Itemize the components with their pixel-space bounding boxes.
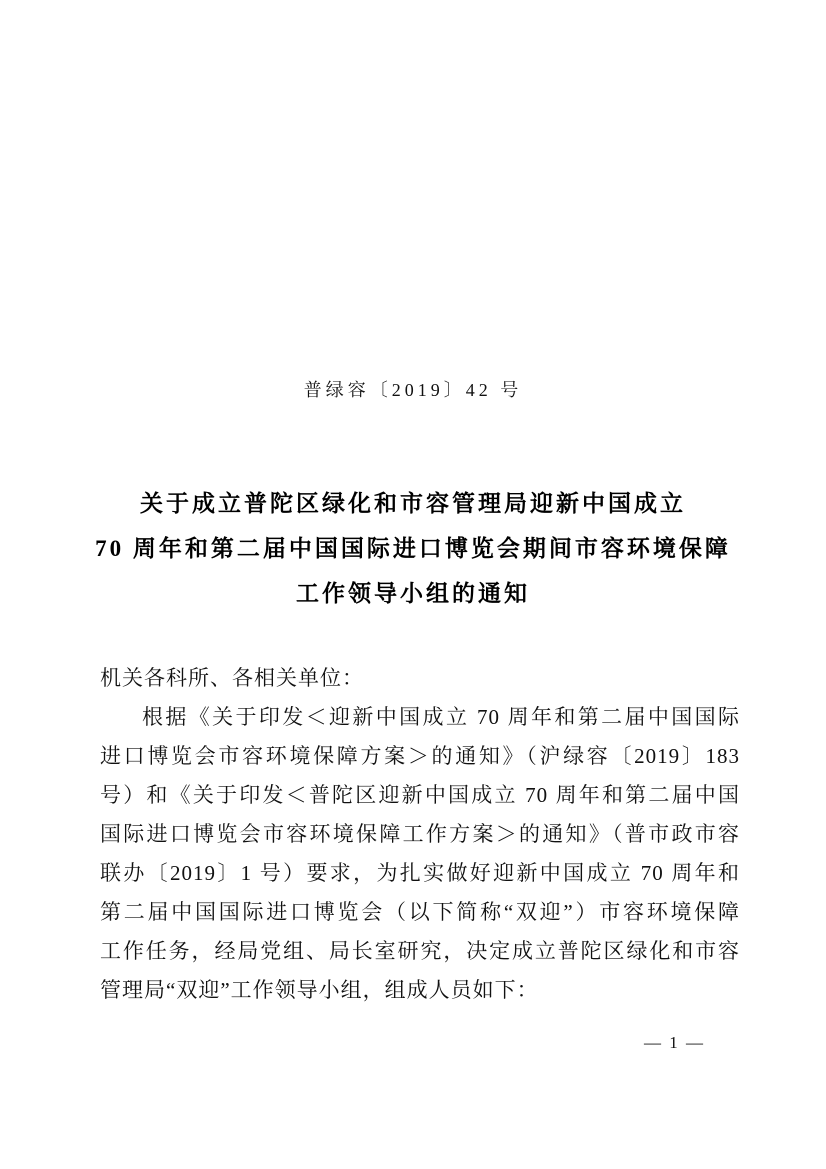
title-line-2: 70 周年和第二届中国国际进口博览会期间市容环境保障 xyxy=(95,536,731,561)
page-number: — 1 — xyxy=(644,1033,705,1052)
document-number: 普绿容〔2019〕42 号 xyxy=(303,380,523,400)
title-line-1: 关于成立普陀区绿化和市容管理局迎新中国成立 xyxy=(140,491,686,516)
paragraph-line: 进口博览会市容环境保障方案＞的通知》（沪绿容〔2019〕183 xyxy=(100,744,740,768)
title-line-3: 工作领导小组的通知 xyxy=(296,581,530,606)
paragraph-line: 第二届中国国际进口博览会（以下简称“双迎”）市容环境保障 xyxy=(100,900,740,924)
document-title xyxy=(93,481,733,616)
paragraph-line: 工作任务，经局党组、局长室研究，决定成立普陀区绿化和市容 xyxy=(100,939,740,963)
paragraph-line: 国际进口博览会市容环境保障工作方案＞的通知》（普市政市容 xyxy=(100,822,740,846)
paragraph-line: 根据《关于印发＜迎新中国成立 70 周年和第二届中国国际 xyxy=(142,705,740,729)
paragraph-line: 号）和《关于印发＜普陀区迎新中国成立 70 周年和第二届中国 xyxy=(100,783,740,807)
paragraph-line: 管理局“双迎”工作领导小组，组成人员如下： xyxy=(100,978,539,1002)
paragraph-line: 联办〔2019〕1 号）要求，为扎实做好迎新中国成立 70 周年和 xyxy=(100,861,740,885)
salutation-line: 机关各科所、各相关单位： xyxy=(100,666,364,690)
document-body xyxy=(100,659,740,1010)
